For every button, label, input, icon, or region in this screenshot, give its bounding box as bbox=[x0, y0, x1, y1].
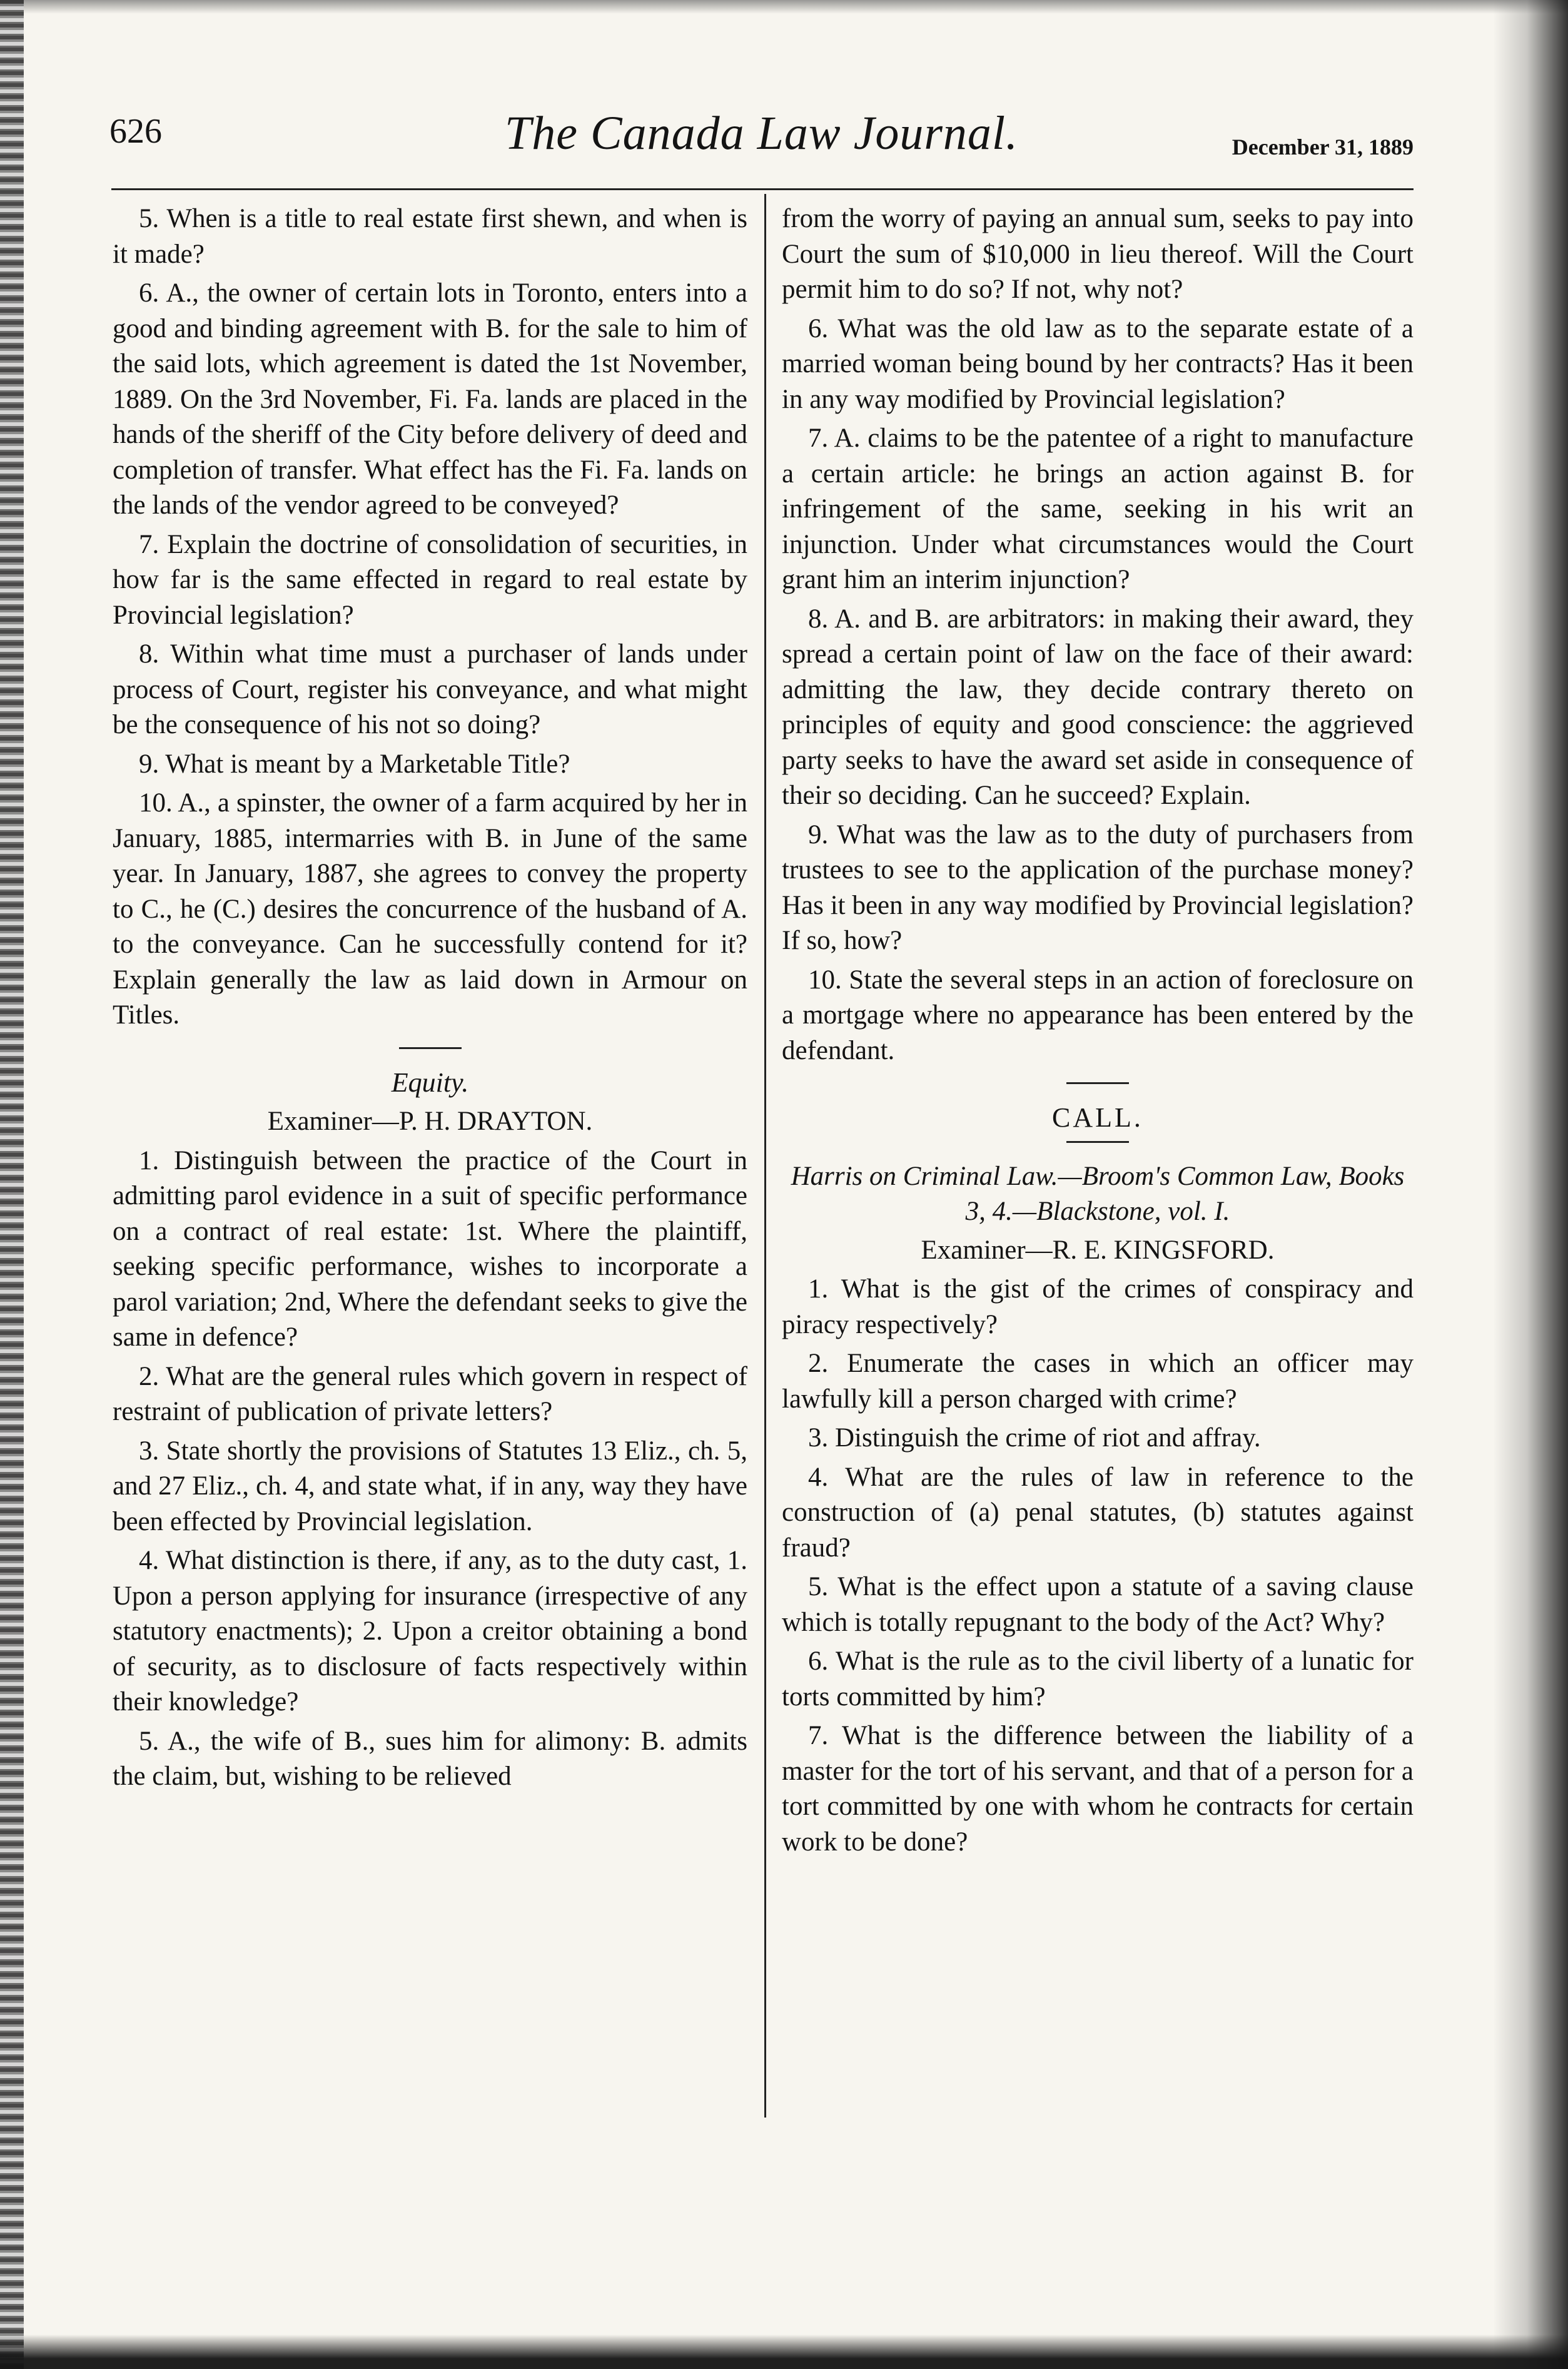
question: 8. A. and B. are arbitrators: in making their award, they spread a certain point of law on the face of their award: admitting the law, they decide contrary thereto on principles of equity and good conscience: the aggrieved party seeks to have the award set aside in consequence of their so deciding. Can he succeed? Explain. bbox=[782, 604, 1414, 810]
section-rule bbox=[399, 1047, 462, 1049]
question: 9. What was the law as to the duty of purchasers from trustees to see to the application of the purchase money? Has it been in any way modified by Provincial legislation? If so, how? bbox=[782, 819, 1414, 955]
examiner-call: Examiner—R. E. KINGSFORD. bbox=[921, 1235, 1275, 1265]
left-column bbox=[113, 201, 747, 1798]
page-number: 626 bbox=[109, 112, 162, 151]
question: 1. Distinguish between the practice of the Court in admitting parol evidence in a suit of specific performance on a contract of real estate: 1st. Where the plaintiff, seeking specific performance, wishes to incorporate a parol variation; 2nd, Where the defendant seeks to give the same in defence? bbox=[113, 1145, 747, 1352]
section-title-call: CALL. bbox=[1052, 1102, 1143, 1133]
scan-left-edge bbox=[0, 0, 24, 2369]
question: 3. State shortly the provisions of Statutes 13 Eliz., ch. 5, and 27 Eliz., ch. 4, and state what, if in any, way they have been effected by Provincial legislation. bbox=[113, 1436, 747, 1536]
header-rule bbox=[111, 188, 1414, 190]
question: 10. State the several steps in an action of foreclosure on a mortgage where no appearance has been entered by the defendant. bbox=[782, 965, 1414, 1065]
question: 10. A., a spinster, the owner of a farm acquired by her in January, 1885, intermarries with B. in June of the same year. In January, 1887, she agrees to convey the property to C., he (C.) desires the concurrence of the husband of A. to the conveyance. Can he successfully contend for it? Explain generally the law as laid down in Armour on Titles. bbox=[113, 788, 747, 1030]
scan-top-edge bbox=[0, 0, 1568, 14]
section-rule bbox=[1066, 1082, 1129, 1084]
question: 4. What are the rules of law in reference to the construction of (a) penal statutes, (b) statutes against fraud? bbox=[782, 1462, 1414, 1563]
scan-right-edge bbox=[1493, 0, 1568, 2369]
question: 7. A. claims to be the patentee of a right to manufacture a certain article: he brings an action against B. for infringement of the same, seeking in his writ an injunction. Under what circumstances would the Court grant him an interim injunction? bbox=[782, 424, 1414, 594]
question: 2. Enumerate the cases in which an officer may lawfully kill a person charged with crime? bbox=[782, 1349, 1414, 1414]
question: 6. A., the owner of certain lots in Toronto, enters into a good and binding agreement with B. for the sale to him of the said lots, which agreement is dated the 1st November, 1889. On the 3rd November, Fi. Fa. lands are placed in the hands of the sheriff of the City before delivery of deed and completion of transfer. What effect has the Fi. Fa. lands on the lands of the vendor agreed to be conveyed? bbox=[113, 278, 747, 520]
section-title-equity: Equity. bbox=[391, 1067, 469, 1098]
right-column bbox=[782, 201, 1414, 1864]
question: 1. What is the gist of the crimes of conspiracy and piracy respectively? bbox=[782, 1274, 1414, 1339]
question: 5. What is the effect upon a statute of a saving clause which is totally repugnant to the body of the Act? Why? bbox=[782, 1572, 1414, 1637]
journal-title: The Canada Law Journal. bbox=[504, 107, 1019, 160]
question: 7. What is the difference between the liability of a master for the tort of his servant, and that of a person for a tort committed by one with whom he contracts for certain work to be done? bbox=[782, 1721, 1414, 1857]
page-header bbox=[109, 106, 1414, 163]
call-books: Harris on Criminal Law.—Broom's Common Law, Books 3, 4.—Blackstone, vol. I. bbox=[791, 1161, 1405, 1226]
question: 5. When is a title to real estate first shewn, and when is it made? bbox=[113, 204, 747, 269]
column-divider bbox=[764, 194, 766, 2118]
question: 9. What is meant by a Marketable Title? bbox=[139, 749, 570, 779]
question: 6. What was the old law as to the separate estate of a married woman being bound by her contracts? Has it been in any way modified by Provincial legislation? bbox=[782, 313, 1414, 414]
question: 5. A., the wife of B., sues him for alimony: B. admits the claim, but, wishing to be relieved bbox=[113, 1726, 747, 1791]
question: 7. Explain the doctrine of consolidation of securities, in how far is the same effected in regard to real estate by Provincial legislation? bbox=[113, 529, 747, 630]
question: 6. What is the rule as to the civil liberty of a lunatic for torts committed by him? bbox=[782, 1646, 1414, 1712]
question: 8. Within what time must a purchaser of lands under process of Court, register his conveyance, and what might be the consequence of his not so doing? bbox=[113, 639, 747, 739]
scan-bottom-edge bbox=[0, 2335, 1568, 2369]
question-continued: from the worry of paying an annual sum, seeks to pay into Court the sum of $10,000 in lieu thereof. Will the Court permit him to do so? If not, why not? bbox=[782, 204, 1414, 304]
issue-date: December 31, 1889 bbox=[1232, 134, 1414, 160]
examiner-equity: Examiner—P. H. DRAYTON. bbox=[267, 1107, 593, 1136]
section-rule bbox=[1066, 1141, 1129, 1143]
question: 4. What distinction is there, if any, as to the duty cast, 1. Upon a person applying for insurance (irrespective of any statutory enactments); 2. Upon a creitor obtaining a bond of security, as to disclosure of facts respectively within their knowledge? bbox=[113, 1546, 747, 1717]
question: 2. What are the general rules which govern in respect of restraint of publication of private letters? bbox=[113, 1361, 747, 1426]
question: 3. Distinguish the crime of riot and affray. bbox=[808, 1423, 1261, 1453]
